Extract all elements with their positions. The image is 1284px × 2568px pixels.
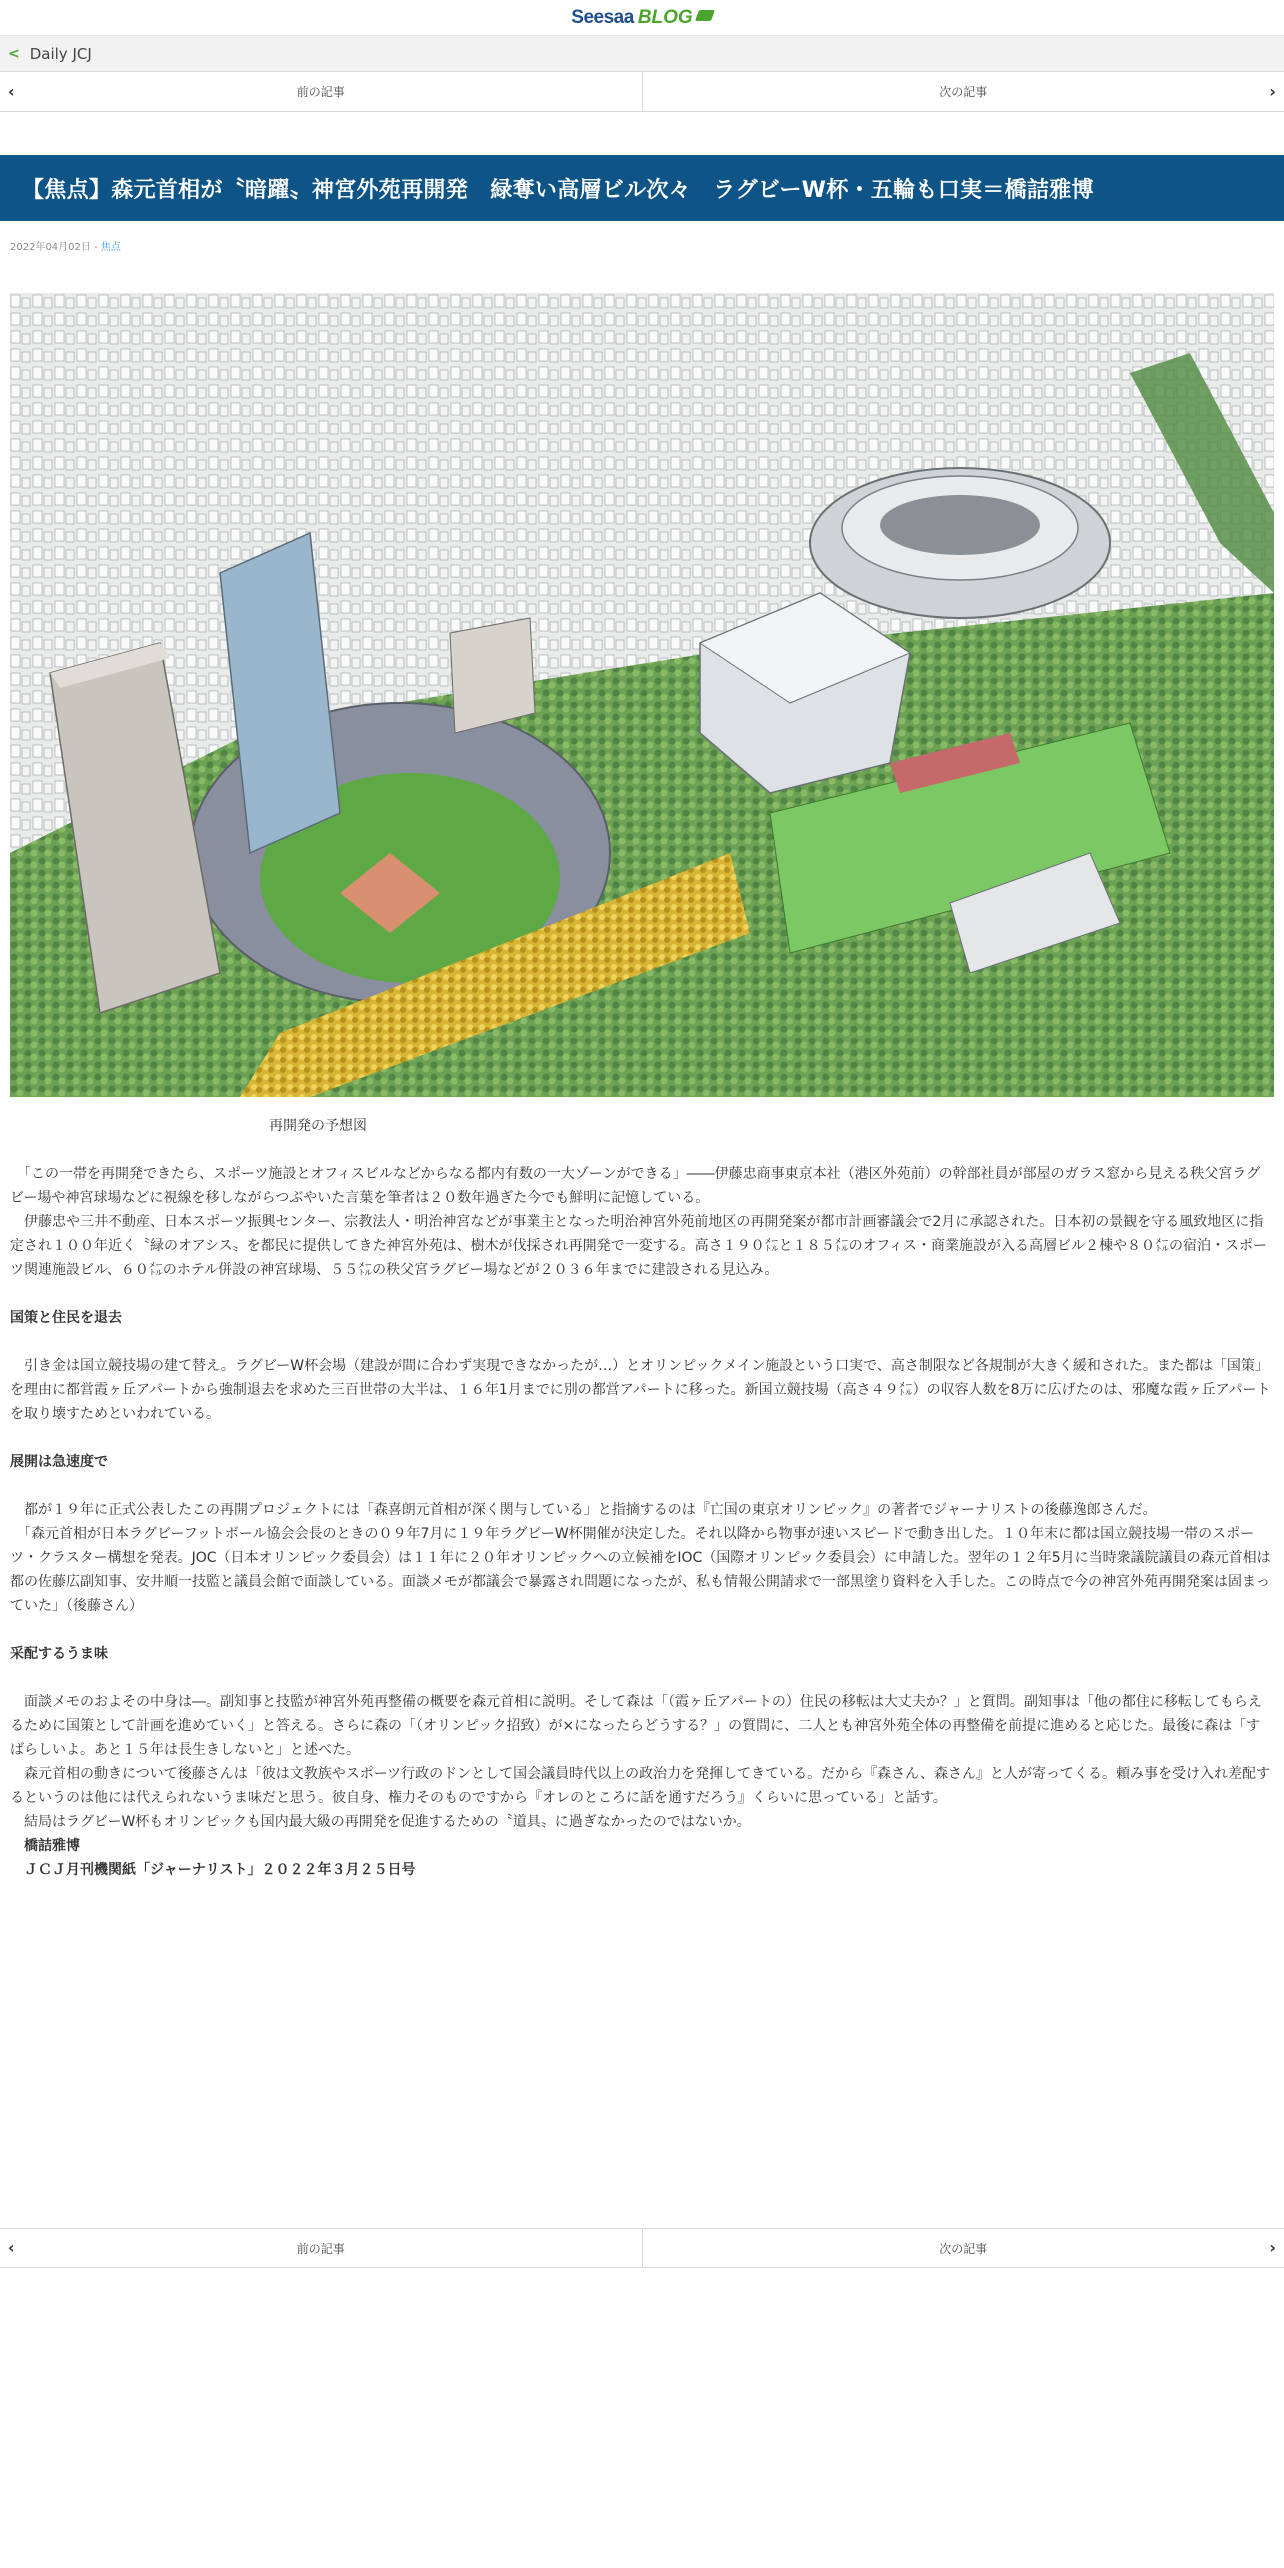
article-title-band <box>0 155 1284 221</box>
prev-article-link[interactable] <box>0 2229 643 2267</box>
chevron-right-icon: › <box>1269 81 1276 101</box>
article-body <box>10 1162 1274 1882</box>
next-article-label: 次の記事 <box>939 85 988 99</box>
chevron-left-icon: ‹ <box>8 81 15 101</box>
next-article-link[interactable] <box>643 2229 1284 2267</box>
paragraph: 「森元首相が日本ラグビーフットボール協会会長のときの０９年7月に１９年ラグビーW杯開催が決定した。それ以降から物事が速いスピードで動き出した。１０年末に都は国立競技場一帯のスポーツ・クラスター構想を発表。JOC（日本オリンピック委員会）は１１年に２０年オリンピックへの立候補をIOC（国際オリンピック委員会）に申請した。翌年の１２年5月に当時衆議院議員の森元首相は都の佐藤広副知事、安井順一技監と議員会館で面談している。面談メモが都議会で暴露され問題になったが、私も情報公開請求で一部黒塗り資料を入手した。この時点で今の神宮外苑再開発案は固まっていた」（後藤さん） <box>10 1526 1271 1614</box>
paragraph: 引き金は国立競技場の建て替え。ラグビーW杯会場（建設が間に合わず実現できなかったが…）とオリンピックメイン施設という口実で、高さ制限など各規制が大きく緩和された。また都は「国策」を理由に都営霞ヶ丘アパートから強制退去を求めた三百世帯の大半は、１６年1月までに別の都営アパートに移った。新国立競技場（高さ４９㍍）の収容人数を8万に広げたのは、邪魔な霞ヶ丘アパートを取り壊すためといわれている。 <box>10 1358 1271 1422</box>
article-meta <box>10 238 121 253</box>
article-source: ＪＣＪ月刊機関紙「ジャーナリスト」２０２２年３月２５日号 <box>10 1862 416 1878</box>
meta-separator: - <box>90 242 101 253</box>
logo-blog-text: BLOG <box>637 6 693 28</box>
paragraph: 結局はラグビーW杯もオリンピックも国内最大級の再開発を促進するための〝道具〟に過ぎなかったのではないか。 <box>10 1814 751 1830</box>
author-name: 橋詰雅博 <box>10 1838 80 1854</box>
article-title: 【焦点】森元首相が〝暗躍〟神宮外苑再開発 緑奪い高層ビル次々 ラグビーW杯・五輪も口実＝橋詰雅博 <box>22 177 1094 203</box>
logo-seesaa-text: Seesaa <box>571 6 634 28</box>
redevelopment-illustration-image <box>10 293 1274 1097</box>
prev-article-label: 前の記事 <box>296 85 345 99</box>
chevron-left-icon: ‹ <box>8 2238 15 2258</box>
paragraph: 森元首相の動きについて後藤さんは「彼は文教族やスポーツ行政のドンとして国会議員時代以上の政治力を発揮してきている。だから『森さん、森さん』と人が寄ってくる。頼み事を受け入れ差配するというのは他には代えられないうま味だと思う。彼自身、権力そのものですから『オレのところに話を通すだろう』くらいに思っている」と話す。 <box>10 1766 1270 1806</box>
article-pager-top <box>0 72 1284 112</box>
paragraph: 伊藤忠や三井不動産、日本スポーツ振興センター、宗教法人・明治神宮などが事業主となった明治神宮外苑前地区の再開発案が都市計画審議会で2月に承認された。日本初の景観を守る風致地区に指定され１００年近く〝緑のオアシス〟を都民に提供してきた神宮外苑は、樹木が伐採され再開発で一変する。高さ１９０㍍と１８５㍍のオフィス・商業施設が入る高層ビル２棟や８０㍍の宿泊・スポーツ関連施設ビル、６０㍍のホテル併設の神宮球場、５５㍍の秩父宮ラグビー場などが２０３６年までに建設される見込み。 <box>10 1214 1268 1278</box>
article-pager-bottom <box>0 2228 1284 2268</box>
section-heading: 国策と住民を退去 <box>10 1310 122 1326</box>
paragraph: 面談メモのおよその中身は―。副知事と技監が神宮外苑再整備の概要を森元首相に説明。そして森は「（霞ヶ丘アパートの）住民の移転は大丈夫か？」と質問。副知事は「他の都住に移転してもらえるために国策として計画を進めていく」と答える。さらに森の「（オリンピック招致）が×になったらどうする？」の質問に、二人とも神宮外苑全体の再整備を前提に進めると応じた。最後に森は「すばらしいよ。あと１５年は長生きしないと」と述べた。 <box>10 1694 1262 1758</box>
chevron-right-icon: › <box>1269 2238 1276 2258</box>
post-date: 2022年04月02日 <box>10 242 91 253</box>
image-caption: 再開発の予想図 <box>269 1118 367 1134</box>
section-heading: 采配するうま味 <box>10 1646 108 1662</box>
paragraph: 都が１９年に正式公表したこの再開プロジェクトには「森喜朗元首相が深く関与している」と指摘するのは『亡国の東京オリンピック』の著者でジャーナリストの後藤逸郎さんだ。 <box>10 1502 1157 1518</box>
blog-name: Daily JCJ <box>29 44 92 63</box>
next-article-link[interactable] <box>643 72 1284 111</box>
prev-article-link[interactable] <box>0 72 643 111</box>
next-article-label: 次の記事 <box>939 2241 988 2256</box>
blog-name-bar[interactable] <box>0 36 1284 72</box>
chevron-left-icon: < <box>8 45 20 62</box>
site-header <box>0 0 1284 36</box>
prev-article-label: 前の記事 <box>296 2241 345 2256</box>
seesaa-blog-logo[interactable] <box>571 7 712 29</box>
section-heading: 展開は急速度で <box>10 1454 108 1470</box>
illustration-svg <box>10 293 1274 1097</box>
logo-leaf-icon <box>695 10 715 21</box>
paragraph: 「この一帯を再開発できたら、スポーツ施設とオフィスビルなどからなる都内有数の一大ゾーンができる」――伊藤忠商事東京本社（港区外苑前）の幹部社員が部屋のガラス窓から見える秩父宮ラグビー場や神宮球場などに視線を移しながらつぶやいた言葉を筆者は２０数年過ぎた今でも鮮明に記憶している。 <box>10 1166 1261 1206</box>
category-link[interactable]: 焦点 <box>100 242 121 253</box>
